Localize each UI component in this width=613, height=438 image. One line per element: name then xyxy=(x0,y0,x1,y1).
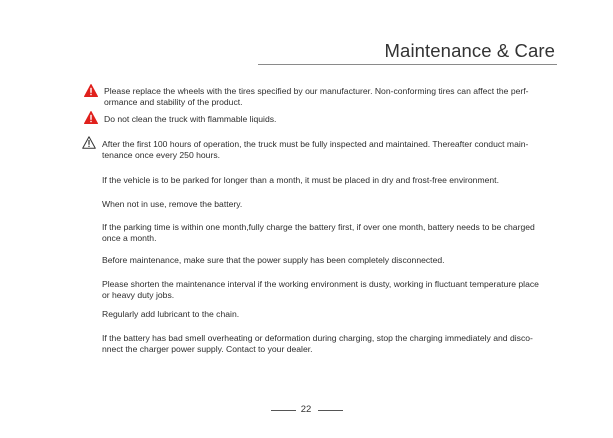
notice-wheels-line2: ormance and stability of the product. xyxy=(104,97,243,107)
notice-interval-line1: Please shorten the maintenance interval if the working environment is dusty, working in fluctuant temperature place xyxy=(102,279,539,289)
notice-charge-line2: once a month. xyxy=(102,233,157,243)
notice-inspection-line1: After the first 100 hours of operation, the truck must be fully inspected and maintained. Thereafter conduct main- xyxy=(102,139,529,149)
notice-inspection-line2: tenance once every 250 hours. xyxy=(102,150,221,160)
footer-rule-left xyxy=(271,410,296,411)
page-number: 22 xyxy=(300,404,312,415)
notice-parking: If the vehicle is to be parked for longer than a month, it must be placed in dry and frost-free environment. xyxy=(102,175,499,185)
notice-wheels-line1: Please replace the wheels with the tires specified by our manufacturer. Non-conforming tires can affect the perf- xyxy=(104,86,529,96)
notice-battery-smell-line1: If the battery has bad smell overheating or deformation during charging, stop the charging immediately and disco- xyxy=(102,333,533,343)
footer-rule-right xyxy=(318,410,343,411)
notice-flammable: Do not clean the truck with flammable liquids. xyxy=(104,114,277,124)
notice-power-disconnect: Before maintenance, make sure that the power supply has been completely disconnected. xyxy=(102,255,445,265)
warning-icon xyxy=(84,111,98,124)
caution-icon xyxy=(82,136,96,149)
notice-lubricant: Regularly add lubricant to the chain. xyxy=(102,309,240,319)
notice-interval-line2: or heavy duty jobs. xyxy=(102,290,175,300)
notice-charge-line1: If the parking time is within one month,fully charge the battery first, if over one month, battery needs to be charged xyxy=(102,222,535,232)
warning-icon xyxy=(84,84,98,97)
title-rule xyxy=(258,64,557,65)
notice-remove-battery: When not in use, remove the battery. xyxy=(102,199,243,209)
notice-battery-smell-line2: nnect the charger power supply. Contact to your dealer. xyxy=(102,344,313,354)
page-title: Maintenance & Care xyxy=(384,40,555,61)
